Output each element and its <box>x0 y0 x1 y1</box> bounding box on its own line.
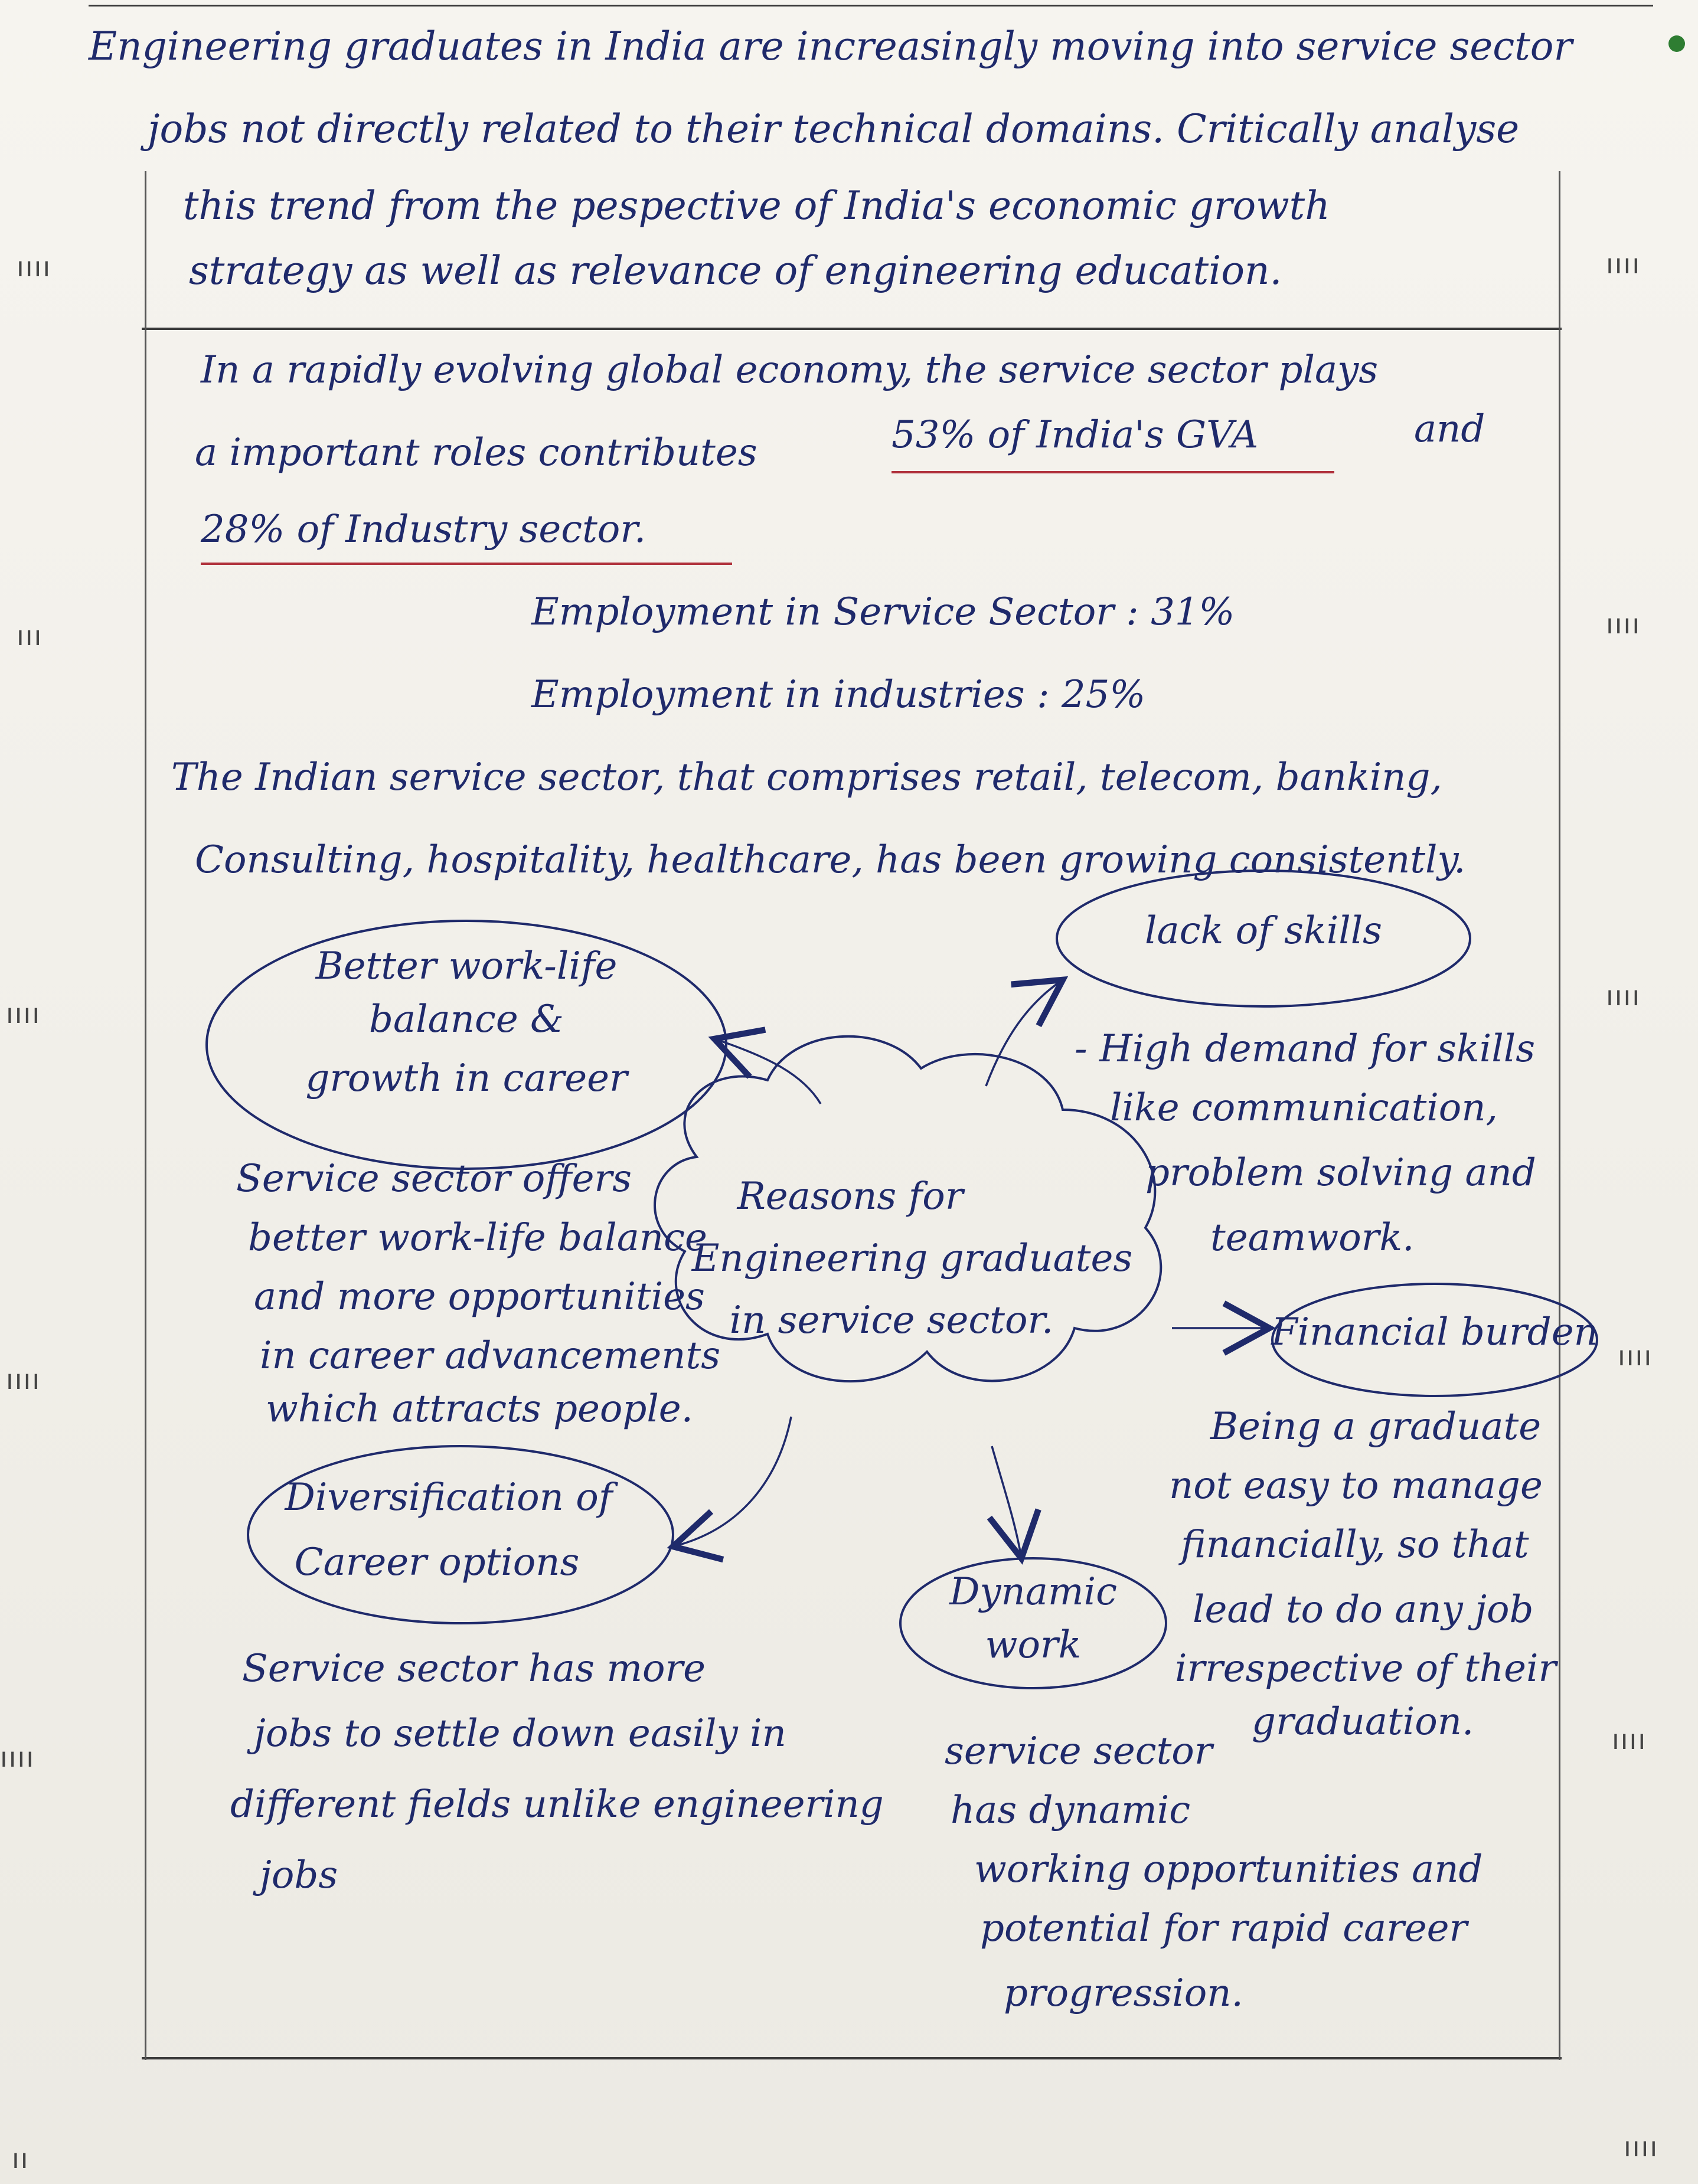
margin-mark: ııı <box>17 620 43 652</box>
diversification-text-4: jobs <box>260 1853 338 1897</box>
skills-text-1: - High demand for skills <box>1075 1027 1536 1071</box>
center-label-1: Reasons for <box>737 1175 964 1218</box>
skills-title: lack of skills <box>1144 909 1383 953</box>
margin-mark: ıııı <box>6 998 41 1029</box>
employment-industries: Employment in industries : 25% <box>531 673 1146 717</box>
margin-mark: ıııı <box>6 1364 41 1395</box>
work-life-title-1: Better work-life <box>315 944 618 988</box>
intro-line-2-highlight: 53% of India's GVA <box>892 413 1259 457</box>
work-life-text-3: and more opportunities <box>254 1275 705 1319</box>
financial-text-5: irrespective of their <box>1175 1647 1557 1691</box>
dynamic-text-3: working opportunities and <box>974 1848 1483 1891</box>
work-life-title-2: balance & <box>369 998 564 1041</box>
arrow-to-dynamic <box>992 1446 1021 1558</box>
dynamic-text-4: potential for rapid career <box>980 1907 1468 1950</box>
arrow-to-work-life <box>714 1039 821 1104</box>
margin-mark: ıııı <box>1612 1724 1647 1755</box>
financial-text-4: lead to do any job <box>1193 1588 1534 1632</box>
intro-line-1: In a rapidly evolving global economy, the service sector plays <box>201 348 1379 392</box>
arrow-to-diversification <box>673 1417 791 1547</box>
description-line-2: Consulting, hospitality, healthcare, has been growing consistently. <box>195 838 1466 882</box>
financial-text-6: graduation. <box>1252 1700 1474 1744</box>
work-life-title-3: growth in career <box>305 1057 628 1100</box>
dynamic-text-5: progression. <box>1004 1972 1243 2015</box>
margin-mark: ıııı <box>17 251 52 283</box>
center-label-3: in service sector. <box>729 1299 1054 1342</box>
diversification-text-2: jobs to settle down easily in <box>254 1712 786 1755</box>
dynamic-title-1: Dynamic <box>949 1570 1117 1614</box>
margin-mark: ıııı <box>1606 248 1641 280</box>
intro-line-2-end: and <box>1414 407 1485 451</box>
question-line-1: Engineering graduates in India are increasingly moving into service sector <box>89 24 1573 69</box>
dynamic-text-1: service sector <box>945 1729 1213 1773</box>
intro-line-3: 28% of Industry sector. <box>201 508 646 551</box>
margin-mark: ıııı <box>1618 1340 1653 1372</box>
margin-mark: ıııı <box>1624 2131 1659 2163</box>
skills-text-2: like communication, <box>1110 1086 1498 1130</box>
work-life-text-4: in career advancements <box>260 1334 721 1378</box>
question-line-2: jobs not directly related to their technical domains. Critically analyse <box>148 106 1520 152</box>
diversification-text-1: Service sector has more <box>242 1647 706 1691</box>
arrow-to-skills <box>986 980 1063 1086</box>
diversification-title-1: Diversification of <box>285 1476 613 1519</box>
dynamic-title-2: work <box>985 1623 1082 1667</box>
diversification-text-3: different fields unlike engineering <box>230 1783 884 1826</box>
financial-text-3: financially, so that <box>1181 1523 1529 1567</box>
description-line-1: The Indian service sector, that comprises retail, telecom, banking, <box>171 756 1442 799</box>
margin-mark: ıııı <box>1606 608 1641 640</box>
financial-title: Financial burden <box>1271 1310 1598 1354</box>
margin-mark: ıııı <box>0 1741 35 1773</box>
node-diversification-ellipse <box>248 1446 673 1623</box>
work-life-text-2: better work-life balance <box>248 1216 707 1260</box>
skills-text-4: teamwork. <box>1210 1216 1415 1260</box>
work-life-text-1: Service sector offers <box>236 1157 632 1201</box>
question-line-4: strategy as well as relevance of engineering education. <box>189 248 1282 293</box>
dynamic-text-2: has dynamic <box>951 1789 1191 1832</box>
employment-service: Employment in Service Sector : 31% <box>531 590 1235 634</box>
skills-text-3: problem solving and <box>1145 1151 1536 1195</box>
work-life-text-5: which attracts people. <box>266 1387 693 1431</box>
question-line-3: this trend from the pespective of India's economic growth <box>183 183 1330 228</box>
intro-line-2-start: a important roles contributes <box>195 431 757 475</box>
margin-mark: ıııı <box>1606 980 1641 1012</box>
financial-text-1: Being a graduate <box>1210 1405 1542 1449</box>
center-label-2: Engineering graduates <box>691 1237 1133 1280</box>
financial-text-2: not easy to manage <box>1169 1464 1543 1508</box>
margin-mark: ıı <box>12 2143 30 2175</box>
diversification-title-2: Career options <box>294 1541 580 1584</box>
